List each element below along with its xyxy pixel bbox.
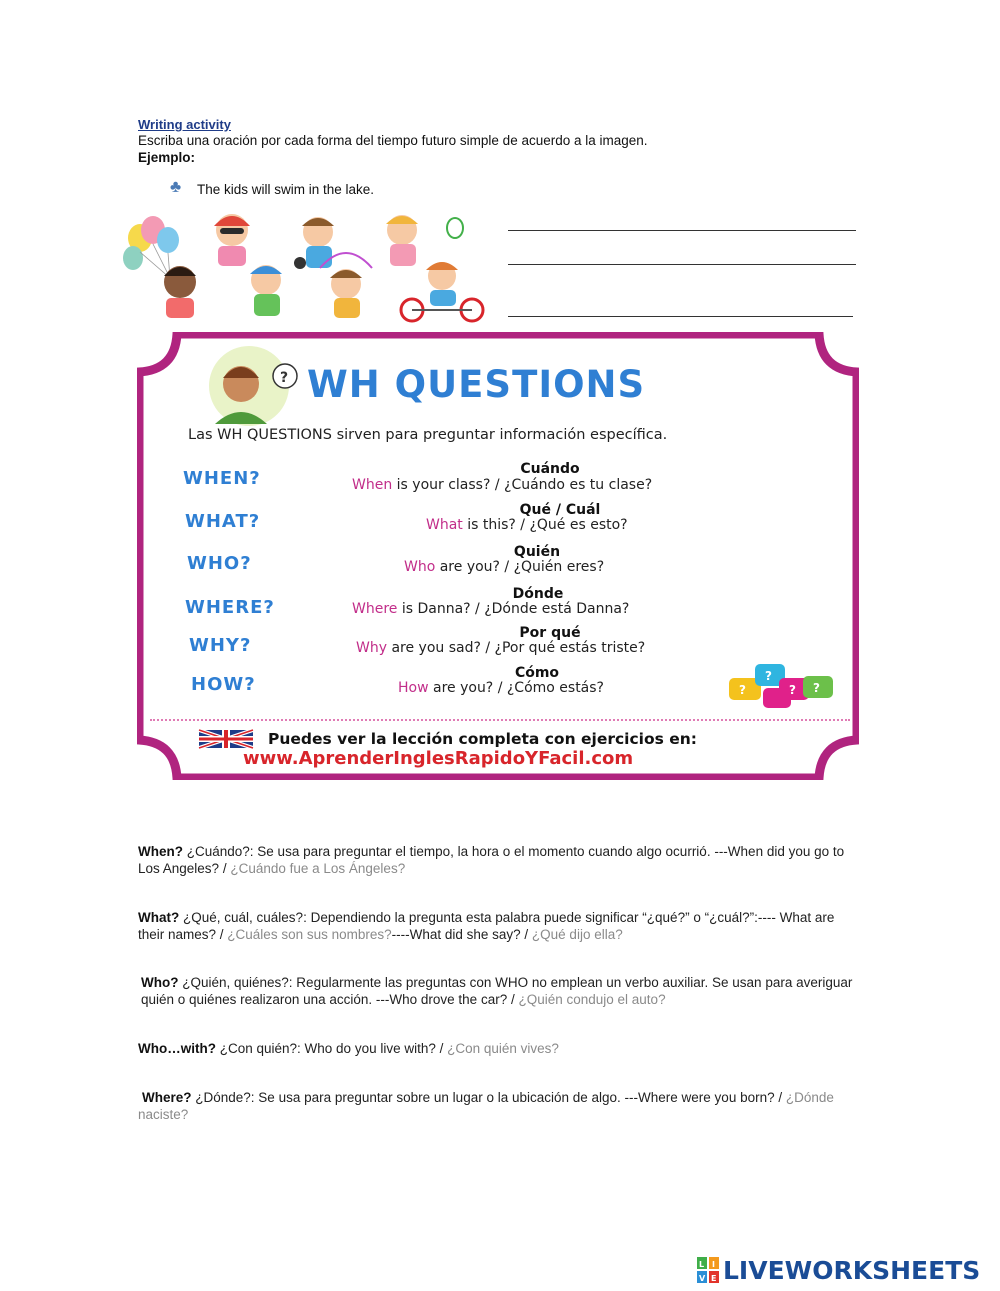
wh-word-what: WHAT? [185, 511, 261, 532]
example-label: Ejemplo: [138, 150, 196, 165]
answer-line-3[interactable] [508, 316, 853, 317]
wh-example-how: How are you? / ¿Cómo estás? [398, 680, 604, 696]
poster-footer-text: Puedes ver la lección completa con ejercicios en: [268, 730, 697, 748]
poster-title: WH QUESTIONS [307, 363, 646, 406]
wh-example-where: Where is Danna? / ¿Dónde está Danna? [352, 601, 630, 617]
svg-text:V: V [699, 1274, 706, 1283]
svg-text:?: ? [813, 681, 820, 695]
wh-word-where: WHERE? [185, 597, 275, 618]
svg-text:E: E [711, 1274, 717, 1283]
svg-text:?: ? [280, 370, 289, 386]
wh-translation-who: Quién [513, 544, 561, 560]
answer-line-2[interactable] [508, 264, 856, 265]
wh-word-who: WHO? [187, 553, 252, 574]
example-sentence: The kids will swim in the lake. [197, 182, 375, 197]
svg-text:L: L [699, 1260, 705, 1269]
svg-text:I: I [712, 1260, 715, 1269]
wh-translation-when: Cuándo [520, 461, 580, 477]
poster-footer-url[interactable]: www.AprenderInglesRapidoYFacil.com [243, 748, 634, 769]
explanation-when: When? ¿Cuándo?: Se usa para preguntar el tiempo, la hora o el momento cuando algo ocurrió. ---When did you go to Los Angeles? / ¿Cuándo fue a Los Ángeles? [138, 844, 845, 876]
wh-example-what: What is this? / ¿Qué es esto? [426, 517, 628, 533]
answer-line-1[interactable] [508, 230, 856, 231]
wh-word-why: WHY? [189, 635, 252, 656]
liveworksheets-logo-icon [697, 1257, 719, 1283]
explanation-who-with: Who…with? ¿Con quién?: Who do you live with? / ¿Con quién vives? [138, 1041, 559, 1056]
wh-word-when: WHEN? [183, 468, 261, 489]
svg-text:?: ? [739, 683, 746, 697]
wh-translation-where: Dónde [512, 586, 564, 602]
wh-translation-how: Cómo [514, 665, 560, 681]
explanation-where: Where? ¿Dónde?: Se usa para preguntar sobre un lugar o la ubicación de algo. ---Where were you born? / ¿Dónde naciste? [138, 1090, 834, 1122]
wh-example-when: When is your class? / ¿Cuándo es tu clase? [352, 477, 653, 493]
liveworksheets-logo[interactable] [697, 1255, 980, 1285]
explanation-who: Who? ¿Quién, quiénes?: Regularmente las preguntas con WHO no emplean un verbo auxiliar. Se usan para averiguar quién o quiénes realizaron una acción. ---Who drove the car? / ¿Quién condujo el auto? [141, 975, 853, 1007]
explanation-what: What? ¿Qué, cuál, cuáles?: Dependiendo la pregunta esta palabra puede significar “¿qué?” o “¿cuál?”:---- What are their names? / ¿Cuáles son sus nombres?----What did she say? / ¿Qué dijo ella? [138, 910, 835, 942]
svg-text:?: ? [765, 669, 772, 683]
wh-example-who: Who are you? / ¿Quién eres? [404, 559, 605, 575]
activity-title[interactable]: Writing activity [138, 117, 231, 132]
dotted-divider [150, 719, 850, 721]
wh-example-why: Why are you sad? / ¿Por qué estás triste? [356, 640, 646, 656]
kids-illustration [120, 208, 490, 324]
svg-text:?: ? [789, 683, 796, 697]
club-icon: ♣ [170, 177, 182, 196]
instructions-text: Escriba una oración por cada forma del tiempo futuro simple de acuerdo a la imagen. [138, 133, 648, 148]
poster-subtitle: Las WH QUESTIONS sirven para preguntar información específica. [188, 427, 668, 443]
wh-translation-what: Qué / Cuál [519, 502, 601, 518]
wh-translation-why: Por qué [519, 625, 581, 641]
wh-word-how: HOW? [191, 674, 256, 695]
liveworksheets-wordmark: LIVEWORKSHEETS [723, 1255, 981, 1285]
